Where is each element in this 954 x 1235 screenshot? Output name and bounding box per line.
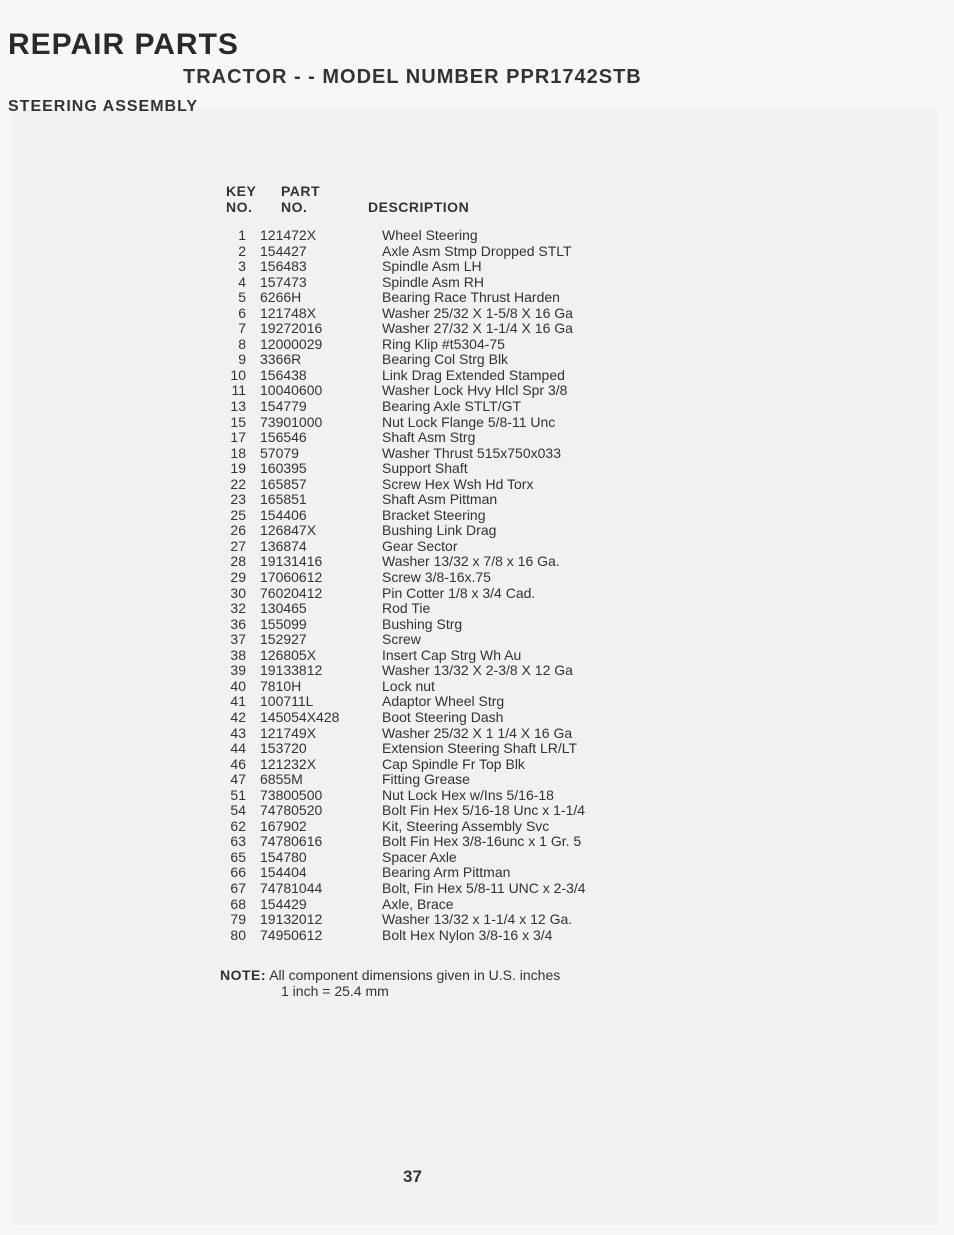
key-no-cell: 67 bbox=[230, 879, 246, 896]
description-cell: Bolt, Fin Hex 5/8-11 UNC x 2-3/4 bbox=[382, 879, 586, 896]
table-row bbox=[220, 383, 640, 399]
table-row bbox=[220, 819, 640, 835]
table-row bbox=[220, 352, 640, 368]
description-cell: Bushing Link Drag bbox=[382, 522, 497, 539]
part-no-cell: 145054X428 bbox=[260, 708, 340, 725]
key-no-cell: 51 bbox=[230, 786, 246, 803]
description-cell: Extension Steering Shaft LR/LT bbox=[382, 740, 578, 757]
table-row bbox=[220, 321, 640, 337]
part-no-cell: 154429 bbox=[260, 895, 307, 912]
description-cell: Axle, Brace bbox=[382, 895, 454, 912]
table-row bbox=[220, 788, 640, 804]
part-no-cell: 153720 bbox=[260, 740, 307, 757]
description-cell: Pin Cotter 1/8 x 3/4 Cad. bbox=[382, 584, 536, 601]
table-row bbox=[220, 244, 640, 260]
part-no-cell: 19132012 bbox=[260, 911, 323, 928]
description-cell: Washer 13/32 x 7/8 x 16 Ga. bbox=[382, 553, 560, 570]
key-no-cell: 39 bbox=[230, 662, 246, 679]
part-header-line1: PART bbox=[281, 183, 321, 199]
part-no-cell: 154427 bbox=[260, 242, 307, 259]
part-no-cell: 74780520 bbox=[260, 802, 323, 819]
parts-table bbox=[220, 228, 640, 943]
part-no-cell: 74781044 bbox=[260, 879, 323, 896]
table-row bbox=[220, 648, 640, 664]
part-no-cell: 156438 bbox=[260, 366, 307, 383]
table-row bbox=[220, 694, 640, 710]
part-no-cell: 6266H bbox=[260, 289, 302, 306]
table-row bbox=[220, 275, 640, 291]
part-no-cell: 121472X bbox=[260, 227, 317, 243]
key-no-cell: 4 bbox=[238, 273, 246, 290]
table-row bbox=[220, 850, 640, 866]
key-no-cell: 2 bbox=[238, 242, 246, 259]
table-row bbox=[220, 912, 640, 928]
key-no-cell: 29 bbox=[230, 569, 246, 586]
table-row bbox=[220, 446, 640, 462]
page-number: 37 bbox=[403, 1167, 422, 1186]
table-row bbox=[220, 337, 640, 353]
part-no-cell: 130465 bbox=[260, 600, 307, 617]
key-no-cell: 65 bbox=[230, 848, 246, 865]
part-no-cell: 154779 bbox=[260, 398, 307, 415]
table-row bbox=[220, 415, 640, 431]
description-cell: Washer 13/32 x 1-1/4 x 12 Ga. bbox=[382, 911, 573, 928]
description-cell: Bushing Strg bbox=[382, 615, 463, 632]
part-no-cell: 136874 bbox=[260, 537, 307, 554]
table-row bbox=[220, 586, 640, 602]
description-cell: Washer 27/32 X 1-1/4 X 16 Ga bbox=[382, 320, 573, 337]
note-label: NOTE: bbox=[220, 967, 267, 983]
table-row bbox=[220, 632, 640, 648]
key-no-cell: 79 bbox=[230, 911, 246, 928]
table-row bbox=[220, 523, 640, 539]
description-cell: Bearing Col Strg Blk bbox=[382, 351, 509, 368]
note-text: All component dimensions given in U.S. inches bbox=[269, 967, 561, 983]
part-no-cell: 12000029 bbox=[260, 335, 323, 352]
description-cell: Washer 25/32 X 1-5/8 X 16 Ga bbox=[382, 304, 573, 321]
key-no-cell: 63 bbox=[230, 833, 246, 850]
part-no-cell: 19133812 bbox=[260, 662, 323, 679]
table-row bbox=[220, 570, 640, 586]
part-no-cell: 19272016 bbox=[260, 320, 323, 337]
description-cell: Wheel Steering bbox=[382, 227, 478, 243]
part-no-cell: 10040600 bbox=[260, 382, 323, 399]
description-cell: Spindle Asm LH bbox=[382, 258, 482, 275]
key-no-cell: 44 bbox=[230, 740, 246, 757]
table-row bbox=[220, 897, 640, 913]
part-no-cell: 157473 bbox=[260, 273, 307, 290]
table-row bbox=[220, 290, 640, 306]
key-no-cell: 18 bbox=[230, 444, 246, 461]
description-cell: Bolt Hex Nylon 3/8-16 x 3/4 bbox=[382, 926, 553, 943]
table-row bbox=[220, 492, 640, 508]
note-conversion: 1 inch = 25.4 mm bbox=[281, 983, 389, 999]
key-no-cell: 22 bbox=[230, 475, 246, 492]
description-cell: Boot Steering Dash bbox=[382, 708, 504, 725]
description-cell: Fitting Grease bbox=[382, 771, 470, 788]
description-cell: Bearing Race Thrust Harden bbox=[382, 289, 560, 306]
part-no-cell: 73800500 bbox=[260, 786, 323, 803]
table-row bbox=[220, 554, 640, 570]
description-cell: Screw 3/8-16x.75 bbox=[382, 569, 491, 586]
key-no-cell: 10 bbox=[230, 366, 246, 383]
description-cell: Nut Lock Flange 5/8-11 Unc bbox=[382, 413, 556, 430]
table-row bbox=[220, 539, 640, 555]
part-no-cell: 156483 bbox=[260, 258, 307, 275]
key-no-cell: 37 bbox=[230, 631, 246, 648]
part-header-line2: NO. bbox=[281, 199, 308, 215]
key-no-cell: 25 bbox=[230, 506, 246, 523]
key-header-line2: NO. bbox=[226, 199, 253, 215]
description-cell: Insert Cap Strg Wh Au bbox=[382, 646, 522, 663]
description-cell: Screw bbox=[382, 631, 421, 648]
key-no-cell: 47 bbox=[230, 771, 246, 788]
section-title: STEERING ASSEMBLY bbox=[8, 98, 199, 115]
page-title: REPAIR PARTS bbox=[8, 28, 239, 61]
description-cell: Cap Spindle Fr Top Blk bbox=[382, 755, 525, 772]
part-no-cell: 76020412 bbox=[260, 584, 323, 601]
table-row bbox=[220, 865, 640, 881]
key-no-cell: 26 bbox=[230, 522, 246, 539]
part-no-cell: 126805X bbox=[260, 646, 317, 663]
key-no-cell: 27 bbox=[230, 537, 246, 554]
part-no-cell: 165857 bbox=[260, 475, 307, 492]
table-row bbox=[220, 803, 640, 819]
description-cell: Gear Sector bbox=[382, 537, 458, 554]
key-no-cell: 15 bbox=[230, 413, 246, 430]
key-no-cell: 66 bbox=[230, 864, 246, 881]
description-cell: Bearing Axle STLT/GT bbox=[382, 398, 522, 415]
table-row bbox=[220, 617, 640, 633]
description-cell: Kit, Steering Assembly Svc bbox=[382, 817, 550, 834]
key-no-cell: 36 bbox=[230, 615, 246, 632]
description-cell: Washer Thrust 515x750x033 bbox=[382, 444, 561, 461]
table-row bbox=[220, 461, 640, 477]
table-row bbox=[220, 259, 640, 275]
key-no-cell: 5 bbox=[238, 289, 246, 306]
description-cell: Axle Asm Stmp Dropped STLT bbox=[382, 242, 572, 259]
description-cell: Spindle Asm RH bbox=[382, 273, 484, 290]
description-cell: Support Shaft bbox=[382, 460, 468, 477]
description-cell: Rod Tie bbox=[382, 600, 431, 617]
description-cell: Screw Hex Wsh Hd Torx bbox=[382, 475, 534, 492]
description-cell: Bearing Arm Pittman bbox=[382, 864, 511, 881]
table-row bbox=[220, 601, 640, 617]
part-no-cell: 74780616 bbox=[260, 833, 323, 850]
key-no-cell: 17 bbox=[230, 429, 246, 446]
part-no-cell: 156546 bbox=[260, 429, 307, 446]
part-no-cell: 121232X bbox=[260, 755, 317, 772]
table-row bbox=[220, 477, 640, 493]
part-no-cell: 126847X bbox=[260, 522, 317, 539]
part-no-cell: 154780 bbox=[260, 848, 307, 865]
key-no-cell: 6 bbox=[238, 304, 246, 321]
table-row bbox=[220, 710, 640, 726]
part-no-cell: 160395 bbox=[260, 460, 307, 477]
key-no-cell: 1 bbox=[238, 227, 246, 243]
description-cell: Washer 25/32 X 1 1/4 X 16 Ga bbox=[382, 724, 573, 741]
part-no-cell: 57079 bbox=[260, 444, 299, 461]
key-no-cell: 23 bbox=[230, 491, 246, 508]
table-row bbox=[220, 928, 640, 944]
part-no-cell: 154406 bbox=[260, 506, 307, 523]
part-no-cell: 3366R bbox=[260, 351, 302, 368]
part-no-cell: 167902 bbox=[260, 817, 307, 834]
key-no-cell: 46 bbox=[230, 755, 246, 772]
key-no-cell: 41 bbox=[230, 693, 246, 710]
description-cell: Shaft Asm Strg bbox=[382, 429, 476, 446]
table-row bbox=[220, 726, 640, 742]
key-no-cell: 19 bbox=[230, 460, 246, 477]
table-row bbox=[220, 368, 640, 384]
part-no-cell: 154404 bbox=[260, 864, 307, 881]
description-cell: Bolt Fin Hex 5/16-18 Unc x 1-1/4 bbox=[382, 802, 586, 819]
key-no-cell: 8 bbox=[238, 335, 246, 352]
description-cell: Washer 13/32 X 2-3/8 X 12 Ga bbox=[382, 662, 573, 679]
table-row bbox=[220, 772, 640, 788]
table-row bbox=[220, 663, 640, 679]
key-no-cell: 43 bbox=[230, 724, 246, 741]
key-no-cell: 68 bbox=[230, 895, 246, 912]
table-row bbox=[220, 834, 640, 850]
key-no-cell: 3 bbox=[238, 258, 246, 275]
table-row bbox=[220, 757, 640, 773]
description-cell: Ring Klip #t5304-75 bbox=[382, 335, 505, 352]
table-row bbox=[220, 430, 640, 446]
key-no-header bbox=[226, 183, 256, 215]
key-no-cell: 9 bbox=[238, 351, 246, 368]
table-row bbox=[220, 881, 640, 897]
part-no-cell: 152927 bbox=[260, 631, 307, 648]
key-no-cell: 42 bbox=[230, 708, 246, 725]
key-no-cell: 38 bbox=[230, 646, 246, 663]
part-no-cell: 165851 bbox=[260, 491, 307, 508]
key-no-cell: 54 bbox=[230, 802, 246, 819]
model-subtitle: TRACTOR - - MODEL NUMBER PPR1742STB bbox=[183, 66, 642, 88]
key-header-line1: KEY bbox=[226, 183, 257, 199]
description-cell: Washer Lock Hvy Hlcl Spr 3/8 bbox=[382, 382, 568, 399]
table-row bbox=[220, 399, 640, 415]
key-no-cell: 32 bbox=[230, 600, 246, 617]
part-no-cell: 121749X bbox=[260, 724, 317, 741]
note bbox=[220, 967, 560, 983]
description-header: DESCRIPTION bbox=[368, 199, 470, 215]
key-no-cell: 28 bbox=[230, 553, 246, 570]
key-no-cell: 11 bbox=[231, 382, 246, 399]
part-no-cell: 6855M bbox=[260, 771, 303, 788]
part-no-cell: 17060612 bbox=[260, 569, 323, 586]
key-no-cell: 40 bbox=[230, 677, 246, 694]
key-no-cell: 13 bbox=[230, 398, 246, 415]
part-no-cell: 7810H bbox=[260, 677, 302, 694]
description-cell: Shaft Asm Pittman bbox=[382, 491, 498, 508]
table-row bbox=[220, 306, 640, 322]
description-cell: Bracket Steering bbox=[382, 506, 486, 523]
description-cell: Nut Lock Hex w/Ins 5/16-18 bbox=[382, 786, 554, 803]
part-no-header bbox=[281, 183, 320, 215]
key-no-cell: 62 bbox=[230, 817, 246, 834]
table-row bbox=[220, 228, 640, 244]
table-row bbox=[220, 679, 640, 695]
description-cell: Link Drag Extended Stamped bbox=[382, 366, 565, 383]
part-no-cell: 121748X bbox=[260, 304, 317, 321]
part-no-cell: 155099 bbox=[260, 615, 307, 632]
description-cell: Lock nut bbox=[382, 677, 435, 694]
description-cell: Spacer Axle bbox=[382, 848, 457, 865]
key-no-cell: 30 bbox=[230, 584, 246, 601]
key-no-cell: 7 bbox=[238, 320, 246, 337]
table-row bbox=[220, 508, 640, 524]
description-cell: Adaptor Wheel Strg bbox=[382, 693, 505, 710]
part-no-cell: 73901000 bbox=[260, 413, 323, 430]
table-row bbox=[220, 741, 640, 757]
part-no-cell: 100711L bbox=[260, 693, 314, 710]
key-no-cell: 80 bbox=[230, 926, 246, 943]
part-no-cell: 19131416 bbox=[260, 553, 323, 570]
part-no-cell: 74950612 bbox=[260, 926, 323, 943]
description-cell: Bolt Fin Hex 3/8-16unc x 1 Gr. 5 bbox=[382, 833, 582, 850]
